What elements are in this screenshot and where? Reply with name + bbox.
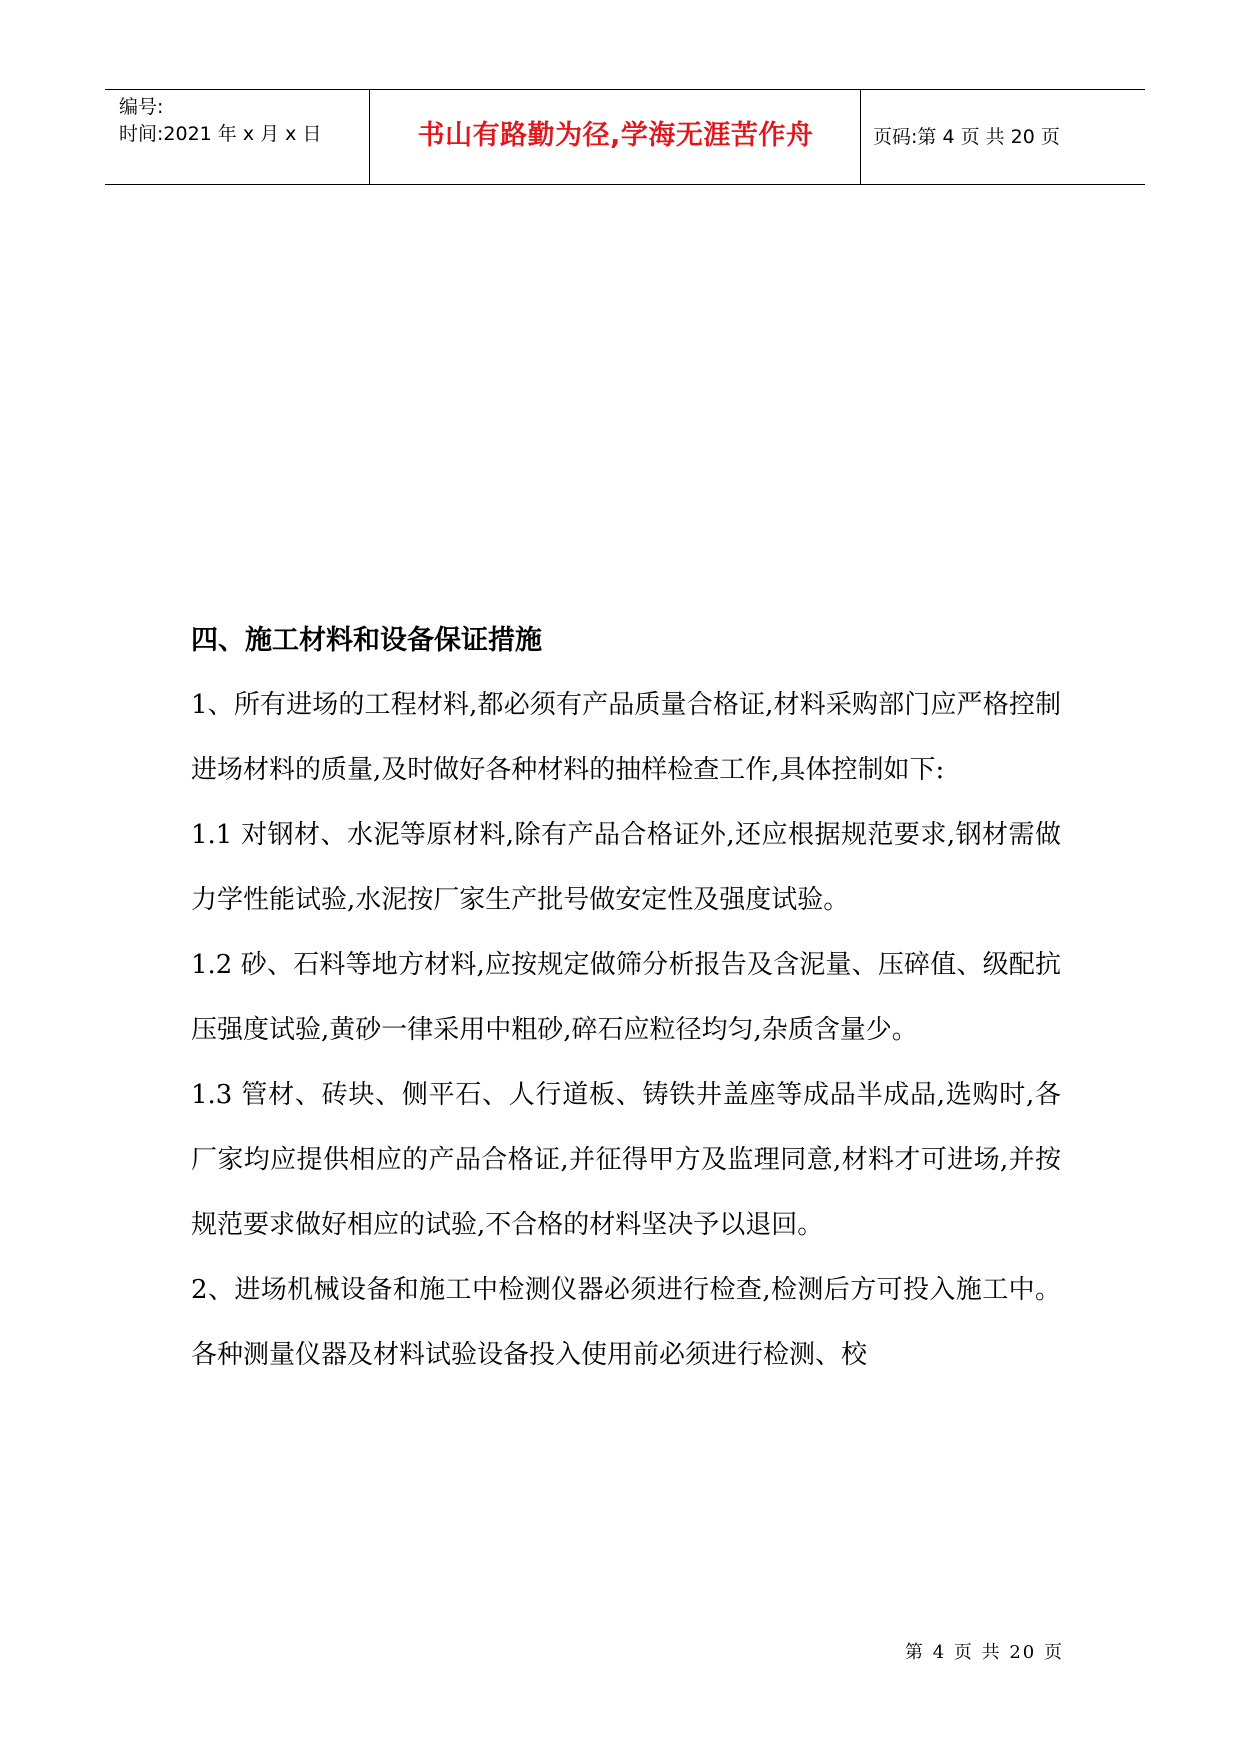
section-title: 四、施工材料和设备保证措施 (191, 625, 542, 656)
header-motto: 书山有路勤为径,学海无涯苦作舟 (417, 120, 814, 151)
paragraph: 1、所有进场的工程材料,都必须有产品质量合格证,材料采购部门应严格控制进场材料的质量,及时做好各种材料的抽样检查工作,具体控制如下: (191, 690, 1061, 785)
header-page-label: 页码:第 4 页 共 20 页 (873, 126, 1060, 148)
page-header (105, 89, 1145, 185)
paragraph: 1.3 管材、砖块、侧平石、人行道板、铸铁井盖座等成品半成品,选购时,各厂家均应提供相应的产品合格证,并征得甲方及监理同意,材料才可进场,并按规范要求做好相应的试验,不合格的材料坚决予以退回。 (191, 1080, 1061, 1240)
page-footer-number: 第 4 页 共 20 页 (905, 1642, 1064, 1663)
header-divider (369, 90, 370, 184)
paragraph: 2、进场机械设备和施工中检测仪器必须进行检查,检测后方可投入施工中。各种测量仪器及材料试验设备投入使用前必须进行检测、校 (191, 1275, 1061, 1370)
document-time-label: 时间:2021 年 x 月 x 日 (119, 123, 322, 145)
paragraph: 1.2 砂、石料等地方材料,应按规定做筛分析报告及含泥量、压碎值、级配抗压强度试验,黄砂一律采用中粗砂,碎石应粒径均匀,杂质含量少。 (191, 950, 1061, 1045)
document-number-label: 编号: (119, 96, 164, 118)
paragraph: 1.1 对钢材、水泥等原材料,除有产品合格证外,还应根据规范要求,钢材需做力学性能试验,水泥按厂家生产批号做安定性及强度试验。 (191, 820, 1061, 915)
document-body (191, 608, 1061, 1388)
header-meta (119, 94, 321, 148)
header-divider (860, 90, 861, 184)
